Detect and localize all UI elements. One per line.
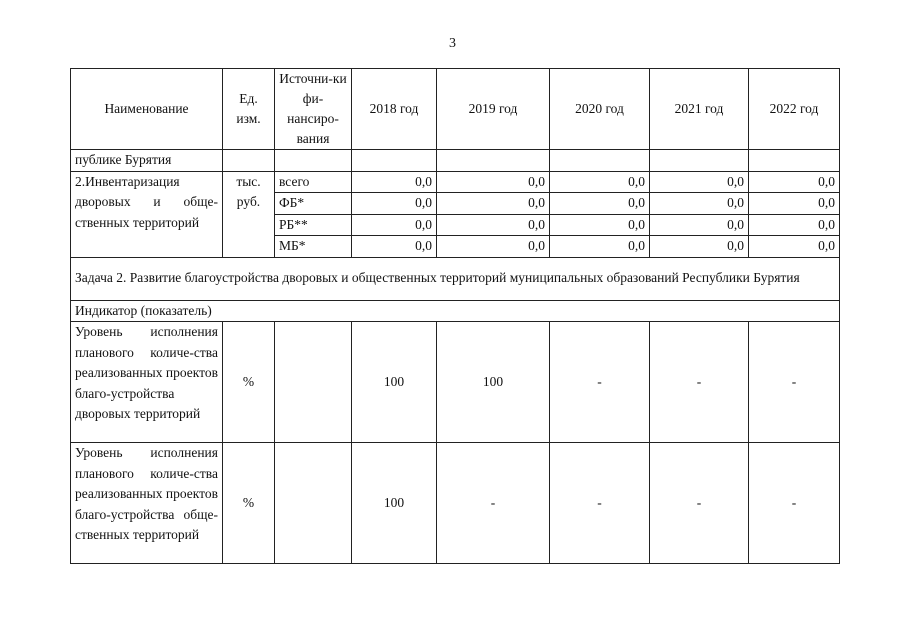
- value-cell: -: [550, 443, 650, 564]
- value-cell: -: [550, 322, 650, 443]
- value-cell: 0,0: [352, 236, 437, 258]
- indicator-label: Индикатор (показатель): [71, 300, 840, 322]
- indicator-unit: %: [223, 322, 275, 443]
- inventory-row: [71, 171, 840, 193]
- source-cell: ФБ*: [275, 193, 352, 215]
- continuation-text: публике Бурятия: [71, 150, 223, 172]
- value-cell: -: [650, 322, 749, 443]
- header-source: Источни-ки фи-нансиро-вания: [275, 69, 352, 150]
- value-cell: 100: [437, 322, 550, 443]
- budget-table: [70, 68, 840, 564]
- task-2-title: Задача 2. Развитие благоустройства дворовых и общественных территорий муниципальных образований Республики Бурятия: [71, 257, 840, 300]
- header-row: [71, 69, 840, 150]
- value-cell: -: [650, 443, 749, 564]
- indicator-row: [71, 443, 840, 564]
- value-cell: 0,0: [650, 171, 749, 193]
- value-cell: 0,0: [550, 236, 650, 258]
- header-year: 2018 год: [352, 69, 437, 150]
- continuation-row: [71, 150, 840, 172]
- source-cell: РБ**: [275, 214, 352, 236]
- value-cell: 0,0: [437, 214, 550, 236]
- source-cell: всего: [275, 171, 352, 193]
- header-name: Наименование: [71, 69, 223, 150]
- inventory-name: 2.Инвентаризация дворовых и обще-ственных территорий: [71, 171, 223, 257]
- source-cell: МБ*: [275, 236, 352, 258]
- value-cell: 0,0: [550, 171, 650, 193]
- value-cell: 0,0: [650, 236, 749, 258]
- value-cell: -: [437, 443, 550, 564]
- value-cell: -: [749, 443, 840, 564]
- value-cell: 0,0: [749, 193, 840, 215]
- value-cell: 0,0: [437, 171, 550, 193]
- inventory-unit: тыс. руб.: [223, 171, 275, 257]
- value-cell: 0,0: [352, 171, 437, 193]
- value-cell: -: [749, 322, 840, 443]
- indicator-name: Уровень исполнения планового количе-ства реализованных проектов благо-устройства обще-ственных территорий: [71, 443, 223, 564]
- value-cell: 0,0: [749, 214, 840, 236]
- value-cell: 0,0: [437, 193, 550, 215]
- value-cell: 0,0: [352, 193, 437, 215]
- indicator-label-row: [71, 300, 840, 322]
- value-cell: 100: [352, 443, 437, 564]
- value-cell: 0,0: [437, 236, 550, 258]
- header-year: 2021 год: [650, 69, 749, 150]
- value-cell: 0,0: [749, 236, 840, 258]
- indicator-row: [71, 322, 840, 443]
- header-year: 2019 год: [437, 69, 550, 150]
- task-row: [71, 257, 840, 300]
- header-year: 2022 год: [749, 69, 840, 150]
- header-year: 2020 год: [550, 69, 650, 150]
- header-unit: Ед. изм.: [223, 69, 275, 150]
- value-cell: 0,0: [650, 214, 749, 236]
- indicator-name: Уровень исполнения планового количе-ства реализованных проектов благо-устройства дворовых территорий: [71, 322, 223, 443]
- value-cell: 0,0: [352, 214, 437, 236]
- indicator-source: [275, 443, 352, 564]
- value-cell: 0,0: [550, 193, 650, 215]
- value-cell: 0,0: [650, 193, 749, 215]
- value-cell: 0,0: [749, 171, 840, 193]
- value-cell: 0,0: [550, 214, 650, 236]
- value-cell: 100: [352, 322, 437, 443]
- indicator-unit: %: [223, 443, 275, 564]
- indicator-source: [275, 322, 352, 443]
- page-number: 3: [449, 36, 456, 51]
